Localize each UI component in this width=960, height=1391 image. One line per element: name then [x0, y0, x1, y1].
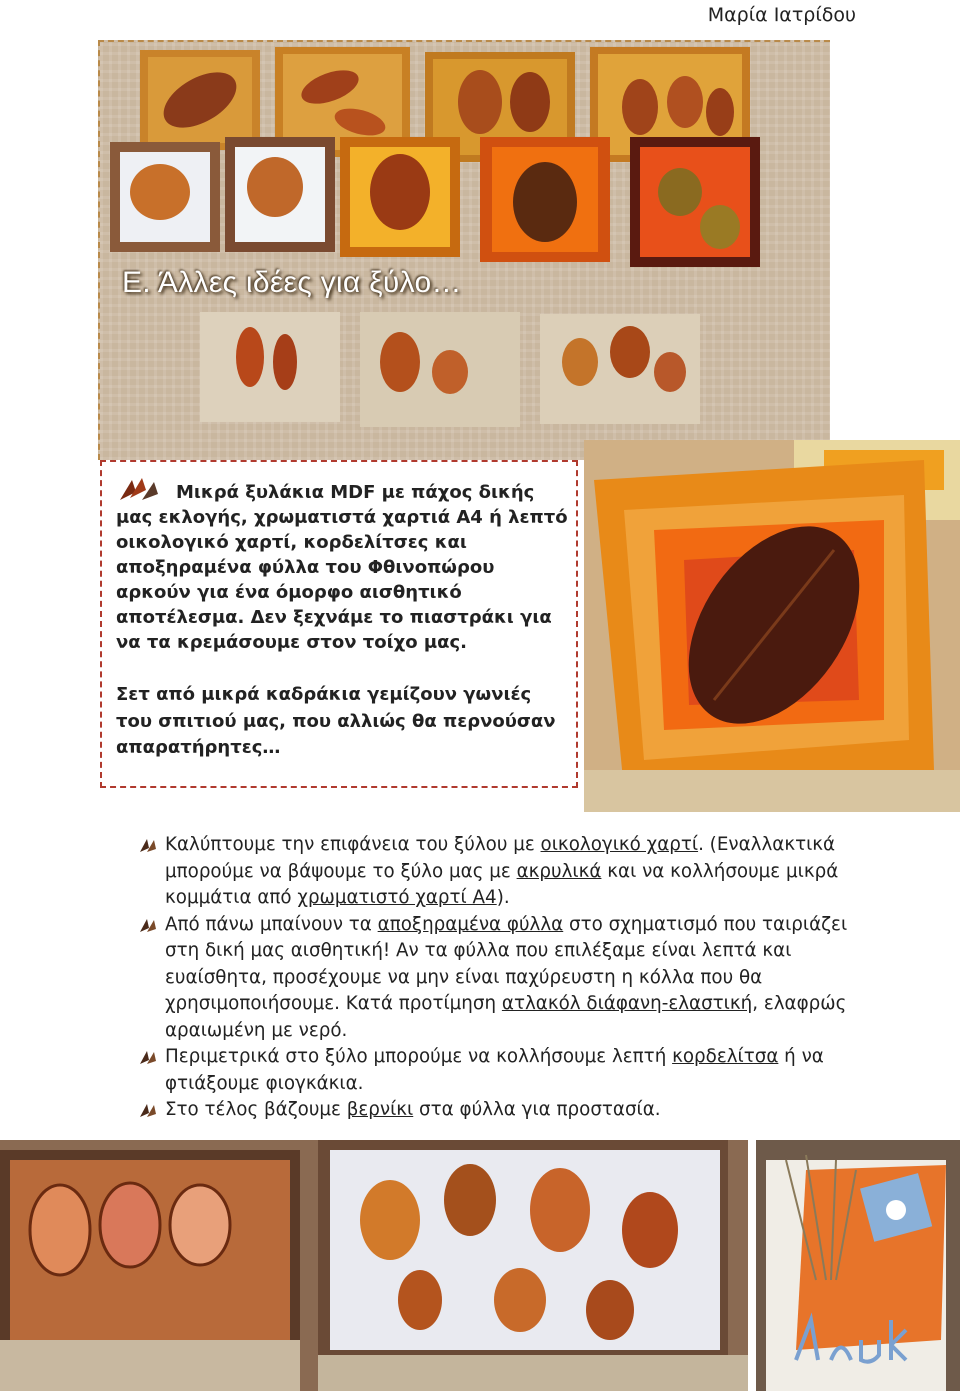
text-segment: στα φύλλα για προστασία. [413, 1099, 661, 1120]
instructions-list [138, 832, 878, 1124]
single-frame-illustration [584, 440, 960, 812]
author-name: Μαρία Ιατρίδου [707, 4, 856, 26]
single-leaf-frame-photo [584, 440, 960, 812]
list-item [138, 912, 878, 1045]
text-segment: . (Εναλλακτικά μπορούμε να βάψουμε το ξύλο μας με [165, 834, 836, 882]
text-segment: Από πάνω μπαίνουν τα [165, 913, 378, 935]
name-plaque-photo [756, 1140, 960, 1391]
leaf-bullet-icon [138, 837, 158, 853]
text-segment: , ελαφρώς αραιωμένη με νερό. [165, 993, 847, 1041]
leaf-frames-set-photo [0, 1140, 748, 1391]
name-plaque-illustration [756, 1140, 960, 1391]
text-segment: ή να φτιάξουμε φιογκάκια. [165, 1046, 824, 1094]
term-ribbon: κορδελίτσα [672, 1046, 779, 1067]
text-segment: Στο τέλος βάζουμε [165, 1099, 347, 1120]
set-paragraph: Σετ από μικρά καδράκια γεμίζουν γωνιές του σπιτιού μας, που αλλιώς θα περνούσαν απαρατήρητες… [116, 684, 556, 758]
intro-paragraph: Μικρά ξυλάκια MDF με πάχος δικής μας εκλογής, χρωματιστά χαρτιά Α4 ή λεπτό οικολογικό χαρτί, κορδελίτσες και αποξηραμένα φύλλα του Φθινοπώρου αρκούν για ένα όμορφο αισθητικό αποτέλεσμα. Δεν ξεχνάμε το πιαστράκι για να τα κρεμάσουμε στον τοίχο μας. [116, 482, 568, 653]
frames-set-illustration [0, 1140, 748, 1391]
collage-illustration [100, 42, 830, 460]
section-heading: Ε. Άλλες ιδέες για ξύλο… [122, 266, 462, 299]
term-glue: ατλακόλ διάφανη-ελαστική [501, 993, 753, 1014]
term-eco-paper: οικολογικό χαρτί [540, 834, 699, 855]
leaf-bullet-icon [138, 1049, 158, 1065]
text-segment: ). [496, 887, 510, 908]
leaf-frames-collage-photo [98, 40, 830, 460]
text-segment: Καλύπτουμε την επιφάνεια του ξύλου με [165, 834, 541, 855]
leaf-bullet-icon [138, 917, 158, 933]
list-item [138, 1044, 878, 1097]
description-box [100, 460, 578, 788]
text-segment: και να κολλήσουμε μικρά κομμάτια από [165, 860, 839, 908]
term-varnish: βερνίκι [346, 1099, 414, 1120]
text-segment: στο σχηματισμό που ταιριάζει στη δική μας αισθητική! Αν τα φύλλα που επιλέξαμε είναι λεπτά και ευαίσθητα, προσέχουμε να μην είναι παχύρευστη η κόλλα που θα χρησιμοποιήσουμε. Κατά προτίμηση [165, 913, 848, 1014]
leaf-bullet-icon [138, 1102, 158, 1118]
term-dried-leaves: αποξηραμένα φύλλα [377, 913, 564, 935]
term-colored-paper: χρωματιστό χαρτί Α4 [297, 887, 497, 908]
list-item [138, 832, 878, 912]
text-segment: Περιμετρικά στο ξύλο μπορούμε να κολλήσουμε λεπτή [165, 1046, 673, 1067]
term-acrylics: ακρυλικά [516, 860, 602, 882]
list-item [138, 1097, 878, 1124]
